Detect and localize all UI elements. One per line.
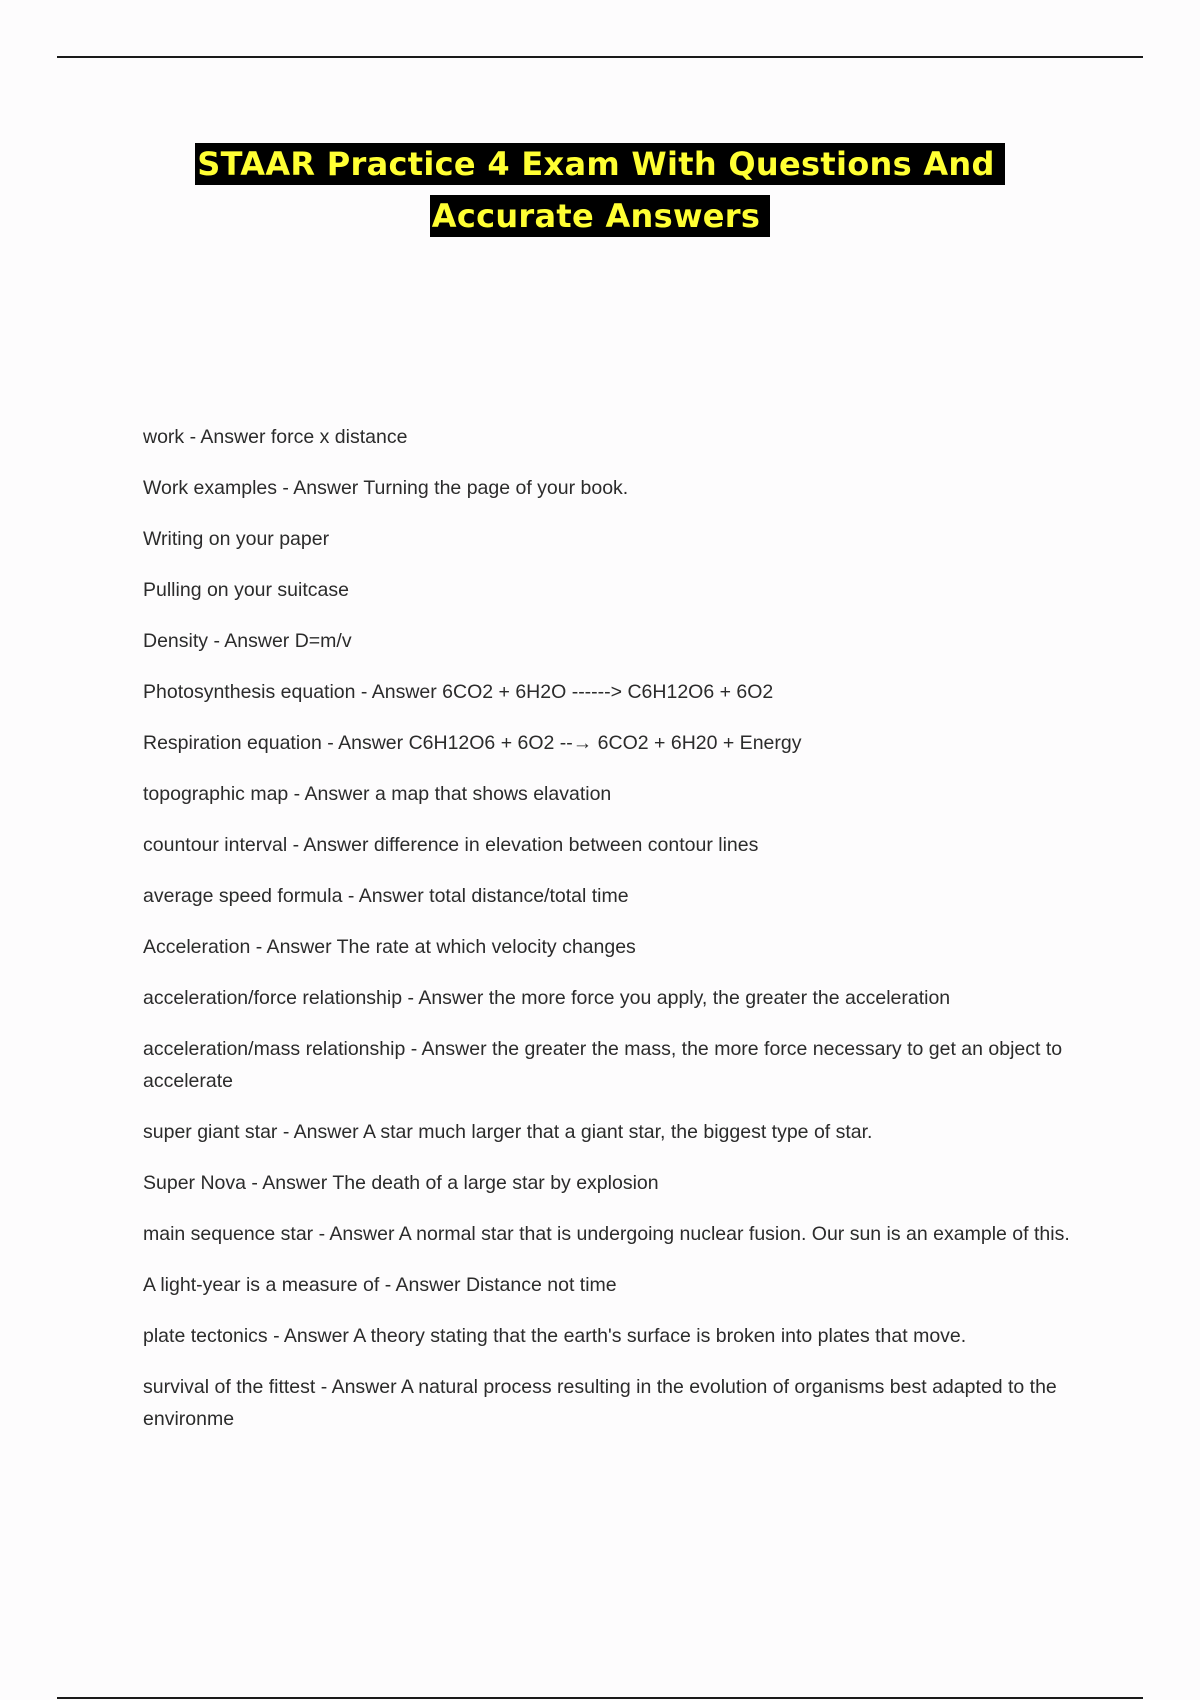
qa-entry: Super Nova - Answer The death of a large star by explosion — [143, 1172, 659, 1194]
qa-entry: acceleration/mass relationship - Answer the greater the mass, the more force necessary to get an object to accelerate — [143, 1038, 1063, 1092]
qa-entry: Work examples - Answer Turning the page of your book. — [143, 477, 629, 499]
qa-entry: main sequence star - Answer A normal star that is undergoing nuclear fusion. Our sun is an example of this. — [143, 1223, 1070, 1245]
qa-entry: Pulling on your suitcase — [143, 579, 349, 601]
qa-entry: topographic map - Answer a map that shows elavation — [143, 783, 612, 805]
qa-entry: acceleration/force relationship - Answer the more force you apply, the greater the acceleration — [143, 987, 951, 1009]
qa-entry: survival of the fittest - Answer A natural process resulting in the evolution of organisms best adapted to the environme — [143, 1376, 1057, 1430]
header-rule — [57, 56, 1143, 58]
qa-entry: Acceleration - Answer The rate at which velocity changes — [143, 936, 636, 958]
title-line-2: Accurate Answers — [430, 195, 771, 237]
qa-entry: Density - Answer D=m/v — [143, 630, 352, 652]
qa-entry: Respiration equation - Answer C6H12O6 + 6O2 --→ 6CO2 + 6H20 + Energy — [143, 732, 802, 754]
qa-entry: plate tectonics - Answer A theory stating that the earth's surface is broken into plates that move. — [143, 1325, 967, 1347]
qa-entry: Writing on your paper — [143, 528, 330, 550]
document-title — [0, 143, 1200, 237]
qa-entry: average speed formula - Answer total distance/total time — [143, 885, 629, 907]
qa-entry: Photosynthesis equation - Answer 6CO2 + 6H2O ------> C6H12O6 + 6O2 — [143, 681, 774, 703]
question-answer-list — [143, 421, 1093, 1454]
qa-entry: countour interval - Answer difference in elevation between contour lines — [143, 834, 759, 856]
footer-rule — [57, 1697, 1143, 1699]
qa-entry: A light-year is a measure of - Answer Distance not time — [143, 1274, 617, 1296]
qa-entry: work - Answer force x distance — [143, 426, 408, 448]
qa-entry: super giant star - Answer A star much larger that a giant star, the biggest type of star. — [143, 1121, 873, 1143]
title-line-1: STAAR Practice 4 Exam With Questions And — [195, 143, 1004, 185]
